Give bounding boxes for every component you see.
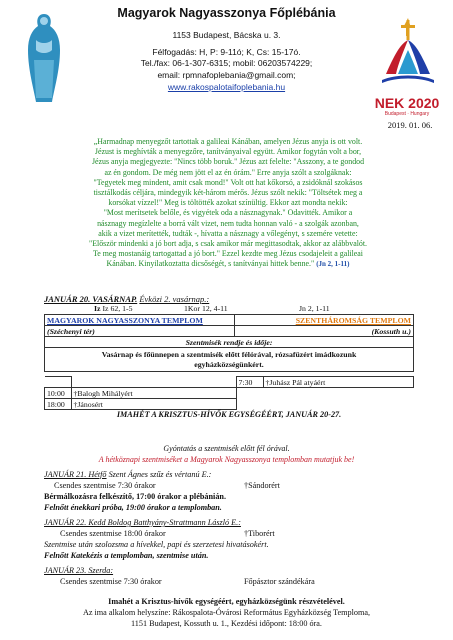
sunday-title: JANUÁR 20. VASÁRNAP. Évközi 2. vasárnap.: [44, 294, 210, 304]
mass-time: 18:00 [45, 399, 72, 410]
day-mass: Csendes szentmise 7:30 órakor †Sándorért [54, 481, 280, 490]
mass-order-title: Szentmisék rendje és idője: [45, 337, 414, 348]
gospel-text [26, 137, 430, 270]
bulletin-date: 2019. 01. 06. [387, 120, 433, 130]
table-row [45, 399, 414, 410]
mass-times-table [44, 376, 414, 410]
gospel-line: "Először mindenki a jó bort adja, s csak amikor már megittasodtak, akkor az alábbvalót. [89, 239, 367, 249]
unity-week-banner: IMAHÉT A KRISZTUS-HÍVŐK EGYSÉGÉÉRT, JANUÁR 20-27. [116, 410, 342, 419]
table-row [45, 377, 414, 388]
office-hours: Félfogadás: H, P: 9-11ó; K, Cs: 15-17ó. [152, 47, 301, 57]
day-extra: Felnőtt Katekézis a templomban, szentmise után. [44, 551, 209, 560]
day-title: JANUÁR 22. Kedd Boldog Batthyány-Strattmann László E.: [44, 518, 241, 527]
mass-time: 7:30 [236, 377, 263, 388]
nek-subtitle: Budapest · Hungary [384, 111, 430, 117]
mass-intention: †Balogh Mihályért [71, 388, 236, 399]
website-link[interactable]: www.rakospalotaifoplebania.hu [167, 82, 286, 92]
gospel-line: "Most merítsetek belőle, és vigyétek oda a násznagynak." Odavitték. Amikor a [103, 208, 353, 218]
table-row [45, 388, 414, 399]
mass-time: 10:00 [45, 388, 72, 399]
day-extra: Szentmise után szolozsma a hívekkel, papi és szerzetesi hivatásokért. [44, 540, 269, 549]
weekday-note: A hétköznapi szentmiséket a Magyarok Nagyasszonya templomban mutatjuk be! [98, 455, 355, 464]
day-mass: Csendes szentmise 18:00 órakor †Tiborért [60, 529, 275, 538]
gospel-line: Jézus anyja megjegyezte: "Nincs több boruk." Jézus azt felelte: "Asszony, a te gondod [91, 157, 365, 167]
church-trinity-place: (Kossuth u.) [235, 326, 414, 337]
gospel-line: "Tegyetek meg mindent, amit csak mond!" Volt ott hat kőkorsó, a zsidóknál szokásos [93, 177, 363, 187]
churches-table [44, 314, 414, 372]
parish-title: Magyarok Nagyasszonya Főplébánia [117, 6, 336, 20]
gospel-line: násznagy megízlelte a borrá vált vizet, nem tudta honnan való - a szolgák azonban, [97, 218, 359, 228]
day-title: JANUÁR 21. Hétfő Szent Ágnes szűz és vértanú E.: [44, 470, 212, 479]
gospel-line: Kánában. Kinyilatkoztatta dicsőségét, s tanítványai hittek benne." (Jn 2, 1-11) [106, 259, 350, 269]
footer-line-1: Imahét a Krisztus-hívők egységéért, egyházközségünk részvételével. [108, 597, 345, 606]
gospel-line: Te meg mostanáig tartogattad a jó bort." Ezzel kezdte meg Jézus csodajeleit a galileai [93, 249, 363, 259]
day-extra: Felnőtt énekkari próba, 19:00 órakor a templomban. [44, 503, 222, 512]
gospel-line: az én gondom. De még nem jött el az én órám." Erre anyja szólt a szolgáknak: [104, 167, 352, 177]
mass-intention: †Juhász Pál atyáért [263, 377, 414, 388]
mass-intention: †Jánosért [71, 399, 236, 410]
gospel-line: „Harmadnap menyegzőt tartottak a galileai Kánában, amelyen Jézus anyja is ott volt. [93, 137, 363, 146]
gospel-line: Jézust is meghívták a menyegzőre, tanítványaival együtt. Amikor fogytán volt a bor, [94, 147, 362, 157]
confession-note: Gyóntatás a szentmisék előtt fél órával. [163, 444, 290, 453]
gospel-reference: (Jn 2, 1-11) [316, 260, 350, 269]
footer-line-3: 1151 Budapest, Kossuth u. 1., Kezdési időpont: 18:00 óra. [131, 619, 322, 628]
footer-line-2: Az ima alkalom helyszíne: Rákospalota-Óvárosi Református Egyházközség Temploma, [82, 608, 371, 617]
gospel-line: korsókat vízzel!" Meg is töltötték azokat színültig. Ekkor azt mondta nekik: [108, 198, 348, 208]
gospel-line: tisztálkodás céljára, mindegyik két-három mérős. Jézus szólt nekik: "Töltsétek meg a [93, 188, 363, 198]
phone-line: Tel./fax: 06-1-307-6315; mobil: 06203574229; [140, 58, 313, 68]
day-mass: Csendes szentmise 7:30 órakor Főpásztor szándékára [60, 577, 315, 586]
email-line: email: rpmnafoplebania@gmail.com; [157, 70, 296, 80]
day-extra: Bérmálkozásra felkészítő, 17:00 órakor a plébánián. [44, 492, 227, 501]
nek-title: NEK 2020 [374, 95, 440, 111]
church-main-place: (Széchenyi tér) [45, 326, 235, 337]
parish-address: 1153 Budapest, Bácska u. 3. [172, 30, 281, 40]
gospel-line: akik a vizet merítették, tudták -, hívatta a násznagy a vőlegényt, s szemére vetette: [98, 228, 358, 238]
day-title: JANUÁR 23. Szerda: [44, 566, 114, 575]
rosary-note: Vasárnap és főünnepen a szentmisék előtt félórával, rózsafüzért imádkozunk egyházközségünkért. [45, 348, 414, 372]
church-trinity-name: SZENTHÁROMSÁG TEMPLOM [235, 315, 414, 326]
church-main-name: MAGYAROK NAGYASSZONYA TEMPLOM [45, 315, 235, 326]
